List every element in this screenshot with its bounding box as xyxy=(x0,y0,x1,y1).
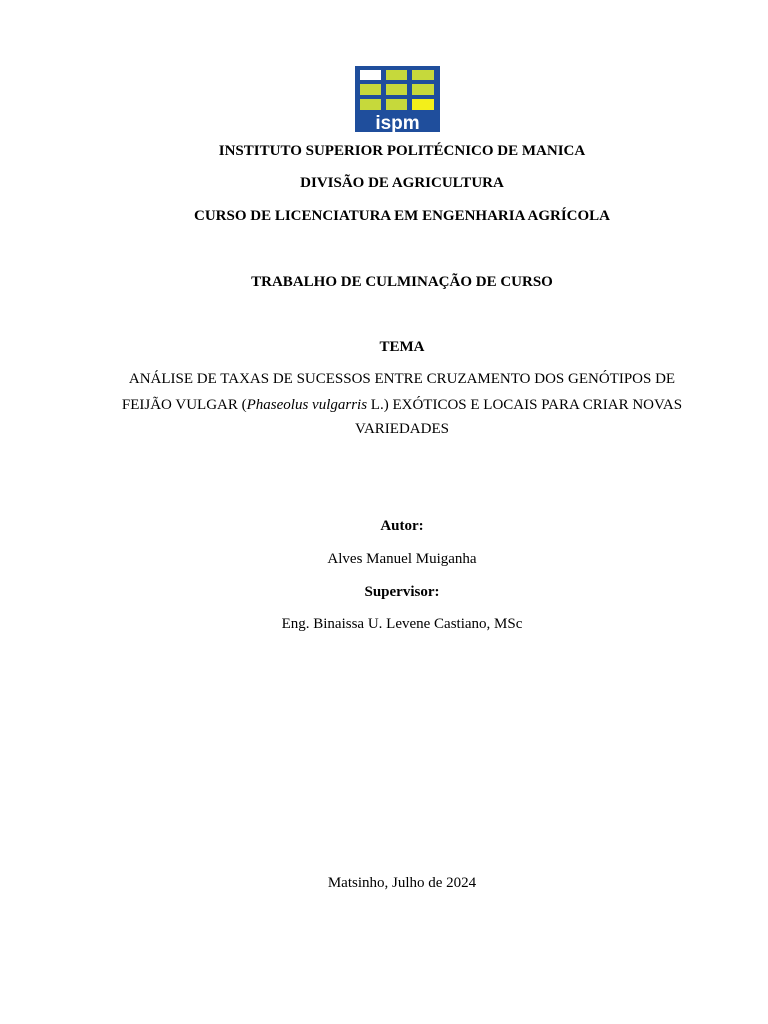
species-name: Phaseolus vulgarris xyxy=(246,397,368,413)
place-date: Matsinho, Julho de 2024 xyxy=(327,875,477,891)
theme-title-line-1: ANÁLISE DE TAXAS DE SUCESSOS ENTRE CRUZAMENTO DOS GENÓTIPOS DE xyxy=(128,371,676,387)
author-name: Alves Manuel Muiganha xyxy=(327,551,477,567)
theme-title-line-2 xyxy=(0,396,768,414)
institute-name: INSTITUTO SUPERIOR POLITÉCNICO DE MANICA xyxy=(218,143,586,159)
logo-cell xyxy=(360,99,381,110)
logo-cell xyxy=(412,84,434,95)
theme-title-line-2-end: L.) EXÓTICOS E LOCAIS PARA CRIAR NOVAS xyxy=(367,397,683,413)
theme-title-line-3: VARIEDADES xyxy=(355,421,449,437)
author-label: Autor: xyxy=(380,518,424,534)
logo-cell xyxy=(386,84,407,95)
division-name: DIVISÃO DE AGRICULTURA xyxy=(300,175,504,191)
theme-label: TEMA xyxy=(379,339,425,355)
supervisor-label: Supervisor: xyxy=(364,584,440,600)
supervisor-name: Eng. Binaissa U. Levene Castiano, MSc xyxy=(281,616,523,632)
theme-title-line-2-start: FEIJÃO VULGAR ( xyxy=(121,397,247,413)
logo-cell xyxy=(412,70,434,80)
logo-cell xyxy=(386,99,407,110)
ispm-logo xyxy=(355,66,440,132)
logo-cell-white xyxy=(360,70,381,80)
logo-cell-yellow xyxy=(412,99,434,110)
logo-cell xyxy=(360,84,381,95)
course-name: CURSO DE LICENCIATURA EM ENGENHARIA AGRÍCOLA xyxy=(193,208,611,224)
logo-cell xyxy=(386,70,407,80)
work-type: TRABALHO DE CULMINAÇÃO DE CURSO xyxy=(251,274,553,290)
logo-text: ispm xyxy=(375,113,420,132)
